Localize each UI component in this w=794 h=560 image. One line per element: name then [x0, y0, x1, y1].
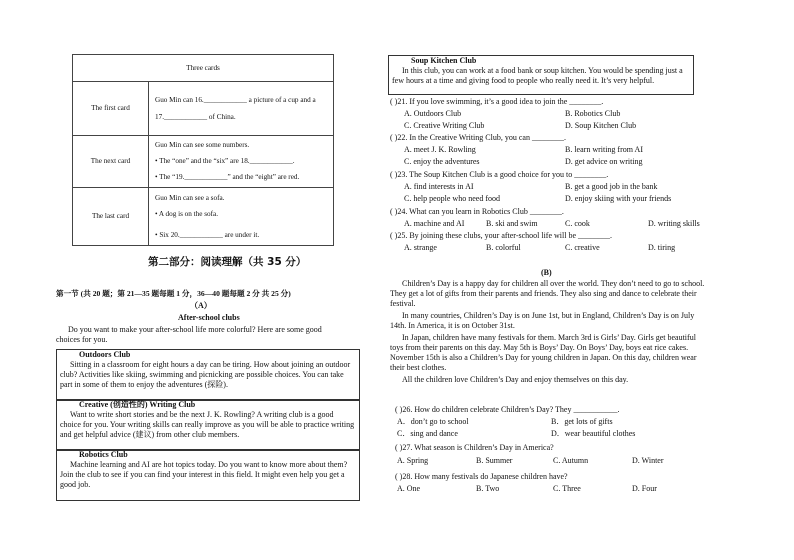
question-option: C. cook [565, 219, 590, 228]
question-stem: ( )27. What season is Children’s Day in America? [395, 443, 554, 452]
question-option: C. help people who need food [404, 194, 500, 203]
club-text: Machine learning and AI are hot topics today. Do you want to know more about them? Join the club to see if you can find your interest in this field. It might even help you get a good job. [60, 460, 348, 489]
question-stem: ( )25. By joining these clubs, your after-school life will be ________. [390, 231, 613, 240]
club-text: In this club, you can work at a food bank or soup kitchen. You would be spending just a few hours at a time and giving food to people who really need it. It’s very helpful. [392, 66, 683, 85]
card-label: The last card [73, 188, 149, 246]
club-name: Outdoors Club [79, 350, 131, 359]
question-option: D. tiring [648, 243, 676, 252]
passage-b-label: (B) [541, 268, 552, 277]
question-option: D. Four [632, 484, 657, 493]
question-option: C. enjoy the adventures [404, 157, 480, 166]
question-option: A. strange [404, 243, 437, 252]
card-label: The next card [73, 136, 149, 188]
question-option: C. Creative Writing Club [404, 121, 485, 130]
question-option: A．don’t go to school [397, 417, 469, 426]
card-line: • The “19.____________” and the “eight” are red. [155, 173, 300, 181]
question-option: C．sing and dance [397, 429, 458, 438]
section1-heading: 第一节 (共 20 题；第 21—35 题每题 1 分，36—40 题每题 2 分 共 25 分) [56, 289, 291, 298]
card-line: • Six 20.____________ are under it. [155, 230, 260, 239]
question-option: A. Outdoors Club [404, 109, 462, 118]
passage-paragraph: Children’s Day is a happy day for children all over the world. They don’t need to go to school. They get a lot of gifts from their parents and friends. They also sing and dance to celebrate their festival. [390, 279, 705, 308]
card-line: Guo Min can see some numbers. [155, 141, 250, 149]
question-option: C. Autumn [553, 456, 589, 465]
question-stem: ( )28. How many festivals do Japanese children have? [395, 472, 568, 481]
question-option: B. learn writing from AI [565, 145, 643, 154]
passage-a-title: After-school clubs [178, 313, 240, 322]
question-option: B. Robotics Club [565, 109, 621, 118]
question-option: B. Two [476, 484, 500, 493]
question-option: D．wear beautiful clothes [551, 429, 636, 438]
card-content [149, 136, 334, 188]
card-line: 17.____________ of China. [155, 112, 236, 121]
part2-heading: 第二部分：阅读理解（共 35 分） [148, 256, 307, 268]
question-option: D. Winter [632, 456, 664, 465]
club-text: Want to write short stories and be the next J. K. Rowling? A writing club is a good choice for you. Your writing skills can really improve as you will be able to practice writing and get helpful advice (建议) from other club members. [60, 410, 355, 439]
question-option: D. writing skills [648, 219, 700, 228]
card-content [149, 188, 334, 246]
question-option: B．get lots of gifts [551, 417, 613, 426]
question-stem: ( )23. The Soup Kitchen Club is a good choice for you to ________. [390, 170, 609, 179]
passage-a-intro: Do you want to make your after-school life more colorful? Here are some good choices for you. [56, 325, 322, 344]
question-option: B. get a good job in the bank [565, 182, 658, 191]
passage-b-body [390, 279, 708, 385]
cards-table [72, 54, 334, 246]
club-text: Sitting in a classroom for eight hours a day can be tiring. How about joining an outdoor club? Activities like skiing, swimming and picnicking are possible choices. You can take part in some of them to enjoy the adventures (探险). [60, 360, 351, 389]
card-content [149, 82, 334, 136]
club-name: Robotics Club [79, 450, 128, 459]
question-stem: ( )21. If you love swimming, it’s a good idea to join the ________. [390, 97, 604, 106]
question-option: D. enjoy skiing with your friends [565, 194, 672, 203]
question-option: A. find interests in AI [404, 182, 474, 191]
club-box-writing [56, 399, 360, 451]
card-line: Guo Min can see a sofa. [155, 193, 225, 202]
card-line: • The “one” and the “six” are 18.____________. [155, 157, 295, 165]
question-option: C. creative [565, 243, 600, 252]
cards-title: Three cards [73, 55, 334, 82]
question-option: B. colorful [486, 243, 521, 252]
question-stem: ( )24. What can you learn in Robotics Club ________. [390, 207, 564, 216]
question-stem: ( )22. In the Creative Writing Club, you can ________. [390, 133, 566, 142]
question-option: A. Spring [397, 456, 429, 465]
question-option: B. Summer [476, 456, 513, 465]
question-option: D. Soup Kitchen Club [565, 121, 637, 130]
card-line: • A dog is on the sofa. [155, 209, 219, 218]
question-stem: ( )26. How do children celebrate Children’s Day? They ___________. [395, 405, 620, 414]
passage-paragraph: All the children love Children’s Day and enjoy themselves on this day. [402, 375, 629, 384]
card-label: The first card [73, 82, 149, 136]
club-name: Creative (创造性的) Writing Club [79, 400, 196, 409]
question-option: C. Three [553, 484, 581, 493]
club-box-outdoors [56, 349, 360, 401]
card-line: Guo Min can 16.____________ a picture of a cup and a [155, 95, 316, 104]
club-name: Soup Kitchen Club [411, 56, 477, 65]
passage-paragraph: In Japan, children have many festivals for them. March 3rd is Girls’ Day. Girls get beautiful toys from their parents on this day. May 5th is Boys’ Day. On Boys’ Day, boys eat rice cakes. November 15th is also a Children’s Day for young children in Japan. On this day, children wear their best clothes. [390, 333, 697, 372]
question-option: B. ski and swim [486, 219, 538, 228]
question-option: A. machine and AI [404, 219, 465, 228]
question-option: A. meet J. K. Rowling [404, 145, 476, 154]
passage-paragraph: In many countries, Children’s Day is on June 1st, but in England, Children’s Day is on July 14th. In America, it is on October 31st. [390, 311, 695, 330]
passage-a-label: （A） [190, 301, 212, 310]
question-option: A. One [397, 484, 421, 493]
club-box-robotics [56, 449, 360, 501]
club-box-soup-kitchen [388, 55, 694, 95]
question-option: D. get advice on writing [565, 157, 643, 166]
